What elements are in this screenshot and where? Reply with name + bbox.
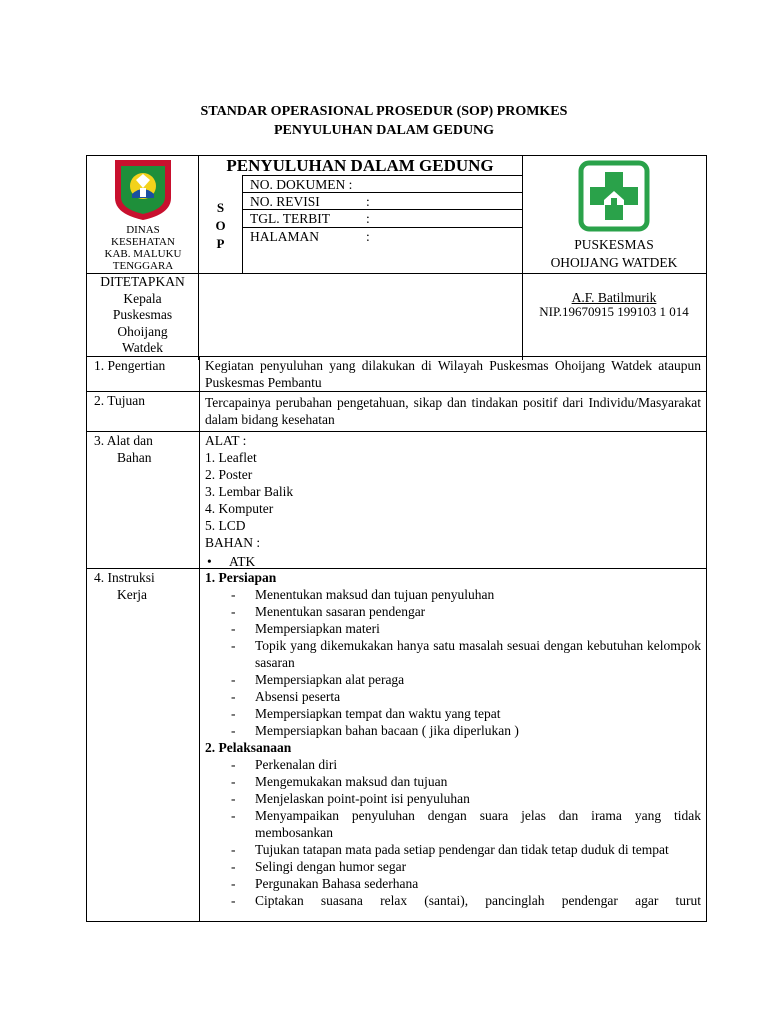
list-item: - Menentukan maksud dan tujuan penyuluhan bbox=[231, 586, 701, 603]
row-text-pengertian: Kegiatan penyuluhan yang dilakukan di Wilayah Puskesmas Ohoijang Watdek ataupun Puskesmas Pembantu bbox=[205, 358, 701, 390]
approval-label: DITETAPKAN Kepala Puskesmas Ohoijang Watdek bbox=[100, 274, 185, 355]
left-org-name: DINAS KESEHATAN KAB. MALUKU TENGGARA bbox=[104, 224, 182, 272]
list-item: - Menyampaikan penyuluhan dengan suara jelas dan irama yang tidak membosankan bbox=[231, 807, 701, 841]
list-item: - Pergunakan Bahasa sederhana bbox=[231, 875, 701, 892]
row-label-instruksi: 4. Instruksi Kerja bbox=[94, 570, 155, 602]
alat-item: 2. Poster bbox=[205, 467, 253, 482]
list-item: - Perkenalan diri bbox=[231, 756, 701, 773]
field-no-dokumen: NO. DOKUMEN : bbox=[250, 177, 353, 192]
sop-vertical-label: S O P bbox=[215, 200, 226, 251]
alat-item: 5. LCD bbox=[205, 518, 246, 533]
row-label-alat: 3. Alat dan Bahan bbox=[94, 433, 153, 465]
field-tgl-terbit: TGL. TERBIT bbox=[250, 211, 330, 226]
list-item: - Mempersiapkan bahan bacaan ( jika diperlukan ) bbox=[231, 722, 701, 739]
puskesmas-logo bbox=[578, 160, 650, 232]
list-item: - Ciptakan suasana relax (santai), pancinglah pendengar agar turut bbox=[231, 892, 701, 909]
field-halaman: HALAMAN bbox=[250, 229, 319, 244]
list-item: - Menentukan sasaran pendengar bbox=[231, 603, 701, 620]
list-item: - Topik yang dikemukakan hanya satu masalah sesuai dengan kebutuhan kelompok sasaran bbox=[231, 637, 701, 671]
section-persiapan-title: 1. Persiapan bbox=[205, 570, 277, 585]
list-item: - Menjelaskan point-point isi penyuluhan bbox=[231, 790, 701, 807]
row-label-pengertian: 1. Pengertian bbox=[94, 358, 166, 373]
field-no-revisi: NO. REVISI bbox=[250, 194, 320, 209]
section-pelaksanaan-title: 2. Pelaksanaan bbox=[205, 740, 292, 755]
alat-title: ALAT : bbox=[205, 433, 247, 448]
list-item: - Mempersiapkan materi bbox=[231, 620, 701, 637]
sop-title-line1: STANDAR OPERASIONAL PROSEDUR (SOP) PROMKES bbox=[200, 104, 568, 119]
list-item: - Selingi dengan humor segar bbox=[231, 858, 701, 875]
right-org-name: PUSKESMAS OHOIJANG WATDEK bbox=[550, 237, 678, 270]
list-item: - Absensi peserta bbox=[231, 688, 701, 705]
alat-item: 3. Lembar Balik bbox=[205, 484, 294, 499]
list-item: - Mempersiapkan alat peraga bbox=[231, 671, 701, 688]
maluku-tenggara-emblem bbox=[112, 158, 174, 222]
row-label-tujuan: 2. Tujuan bbox=[94, 393, 146, 408]
approver-nip: NIP.19670915 199103 1 014 bbox=[539, 304, 689, 319]
list-item: - Tujukan tatapan mata pada setiap pendengar dan tidak tetap duduk di tempat bbox=[231, 841, 701, 858]
alat-item: 4. Komputer bbox=[205, 501, 274, 516]
list-item: - Mempersiapkan tempat dan waktu yang tepat bbox=[231, 705, 701, 722]
bahan-item: • ATK bbox=[205, 553, 701, 570]
field-tgl-terbit-colon: : bbox=[366, 211, 370, 226]
list-item: - Mengemukakan maksud dan tujuan bbox=[231, 773, 701, 790]
row-content-alat bbox=[205, 432, 701, 570]
field-no-revisi-colon: : bbox=[366, 194, 370, 209]
document-title: PENYULUHAN DALAM GEDUNG bbox=[226, 156, 494, 175]
field-halaman-colon: : bbox=[366, 229, 370, 244]
row-content-instruksi bbox=[205, 569, 701, 909]
alat-item: 1. Leaflet bbox=[205, 450, 257, 465]
approver-name: A.F. Batilmurik bbox=[571, 290, 657, 305]
bahan-title: BAHAN : bbox=[205, 535, 261, 550]
sop-title-line2: PENYULUHAN DALAM GEDUNG bbox=[273, 123, 495, 138]
row-text-tujuan: Tercapainya perubahan pengetahuan, sikap dan tindakan positif dari Individu/Masyarakat dalam bidang kesehatan bbox=[205, 395, 701, 427]
